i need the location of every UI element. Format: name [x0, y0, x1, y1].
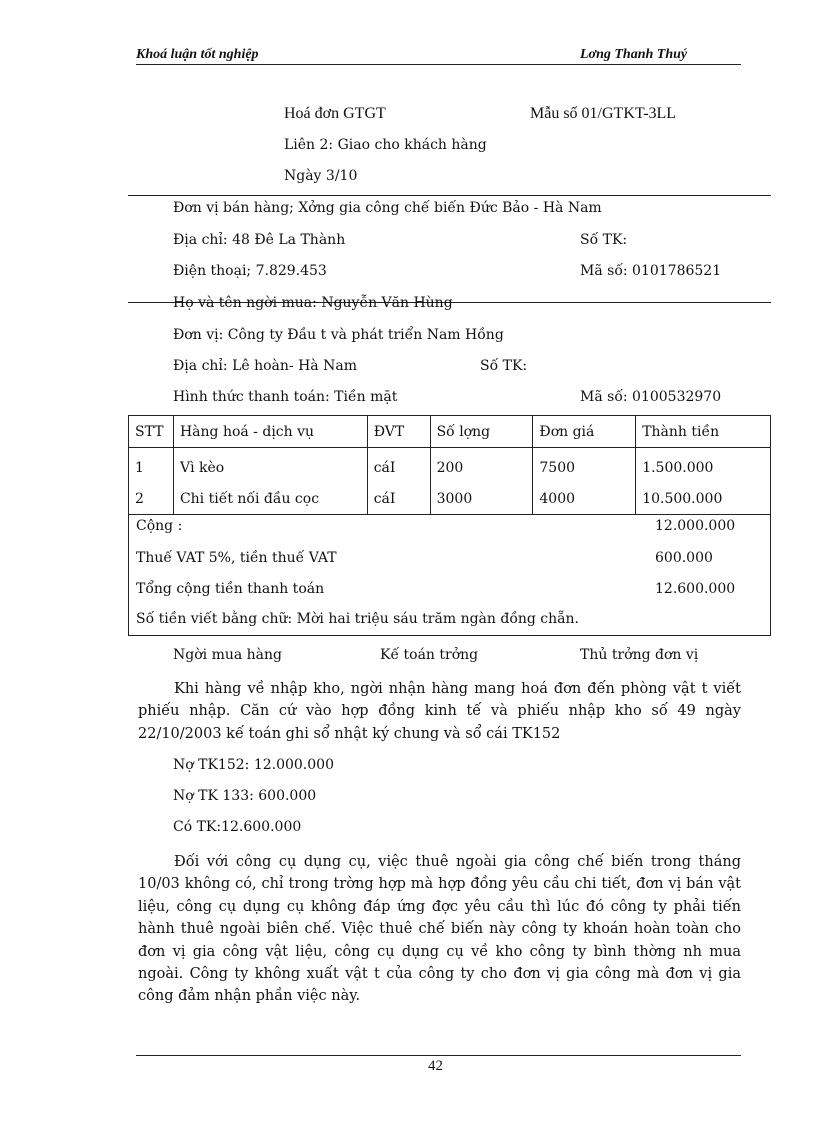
buyer-unit: Đơn vị: Công ty Đầu t và phát triển Nam Hồng — [173, 327, 504, 343]
vat-row — [136, 543, 770, 574]
journal-entry-credit: Có TK:12.600.000 — [173, 819, 302, 835]
total-row — [136, 574, 770, 605]
seller-account: Số TK: — [580, 232, 628, 248]
signature-director: Thủ trởng đơn vị — [580, 647, 699, 663]
subtotal-value: 12.000.000 — [655, 518, 736, 534]
table-cell: 200 — [430, 448, 533, 484]
table-cell: 2 — [129, 483, 174, 515]
table-row — [129, 448, 771, 484]
invoice-title: Hoá đơn GTGT — [284, 105, 386, 122]
invoice-items-table — [128, 415, 771, 515]
table-cell: 3000 — [430, 483, 533, 515]
column-header: Đơn giá — [533, 416, 636, 448]
payment-method: Hình thức thanh toán: Tiền mặt — [173, 389, 398, 405]
table-header-row — [129, 416, 771, 448]
invoice-form-number: Mẫu số 01/GTKT-3LL — [530, 105, 677, 122]
subtotal-row — [136, 511, 770, 542]
buyer-name: Họ và tên ngời mua: Nguyễn Văn Hùng — [173, 295, 453, 311]
column-header: Số lợng — [430, 416, 533, 448]
divider — [128, 195, 771, 196]
total-value: 12.600.000 — [655, 581, 736, 597]
footer-rule — [136, 1055, 741, 1056]
table-cell: Vì kèo — [173, 448, 367, 484]
table-cell: 1.500.000 — [636, 448, 771, 484]
journal-entry-debit-152: Nợ TK152: 12.000.000 — [173, 757, 334, 773]
journal-entry-debit-133: Nợ TK 133: 600.000 — [173, 788, 317, 804]
header-rule — [136, 64, 741, 65]
vat-label: Thuế VAT 5%, tiền thuế VAT — [136, 550, 337, 566]
table-cell: 4000 — [533, 483, 636, 515]
invoice-date: Ngày 3/10 — [284, 168, 358, 184]
paragraph-1-text: Khi hàng về nhập kho, ngời nhận hàng mang hoá đơn đến phòng vật t viết phiếu nhập. Căn cứ vào hợp đồng kinh tế và phiếu nhập kho số 49 ngày 22/10/2003 kế toán ghi sổ nhật ký chung và sổ cái TK152 — [138, 681, 741, 742]
column-header: Thành tiền — [636, 416, 771, 448]
buyer-address: Địa chỉ: Lê hoàn- Hà Nam — [173, 358, 357, 374]
table-cell: 10.500.000 — [636, 483, 771, 515]
column-header: STT — [129, 416, 174, 448]
seller-tax-code: Mã số: 0101786521 — [580, 263, 722, 279]
table-cell: 1 — [129, 448, 174, 484]
table-cell: 7500 — [533, 448, 636, 484]
invoice-copy: Liên 2: Giao cho khách hàng — [284, 137, 487, 153]
running-header-left: Khoá luận tốt nghiệp — [136, 47, 259, 62]
buyer-tax-code: Mã số: 0100532970 — [580, 389, 722, 405]
table-cell: cáI — [367, 483, 430, 515]
signature-accountant: Kế toán trởng — [380, 647, 479, 663]
paragraph-1 — [138, 678, 741, 745]
column-header: ĐVT — [367, 416, 430, 448]
page-number: 42 — [428, 1058, 443, 1074]
subtotal-label: Cộng : — [136, 518, 183, 534]
paragraph-2-text: Đối với công cụ dụng cụ, việc thuê ngoài gia công chế biến trong tháng 10/03 không có, chỉ trong trờng hợp mà hợp đồng yêu cầu chi tiết, đơn vị bán vật liệu, công cụ dụng cụ không đáp ứng đợc yêu cầu thì lúc đó công ty phải tiến hành thuê ngoài biên chế. Việc thuê chế biến này công ty khoán hoàn toàn cho đơn vị gia công vật liệu, công cụ dụng cụ về kho công ty bình thờng nh mua ngoài. Công ty không xuất vật t của công ty cho đơn vị gia công mà đơn vị gia công đảm nhận phần việc này. — [138, 854, 741, 1005]
total-label: Tổng cộng tiền thanh toán — [136, 581, 325, 597]
seller-phone: Điện thoại; 7.829.453 — [173, 263, 327, 279]
table-cell: Chi tiết nối đầu cọc — [173, 483, 367, 515]
table-cell: cáI — [367, 448, 430, 484]
column-header: Hàng hoá - dịch vụ — [173, 416, 367, 448]
seller-name: Đơn vị bán hàng; Xởng gia công chế biến Đức Bảo - Hà Nam — [173, 200, 602, 216]
invoice-totals — [128, 511, 771, 636]
vat-value: 600.000 — [655, 550, 713, 566]
signature-buyer: Ngời mua hàng — [173, 647, 282, 663]
seller-address: Địa chỉ: 48 Đê La Thành — [173, 232, 346, 248]
paragraph-2 — [138, 851, 741, 1008]
table-row — [129, 483, 771, 515]
running-header-right: Lơng Thanh Thuý — [580, 47, 688, 62]
buyer-account: Số TK: — [480, 358, 528, 374]
amount-in-words: Số tiền viết bằng chữ: Mời hai triệu sáu trăm ngàn đồng chẵn. — [136, 611, 579, 627]
